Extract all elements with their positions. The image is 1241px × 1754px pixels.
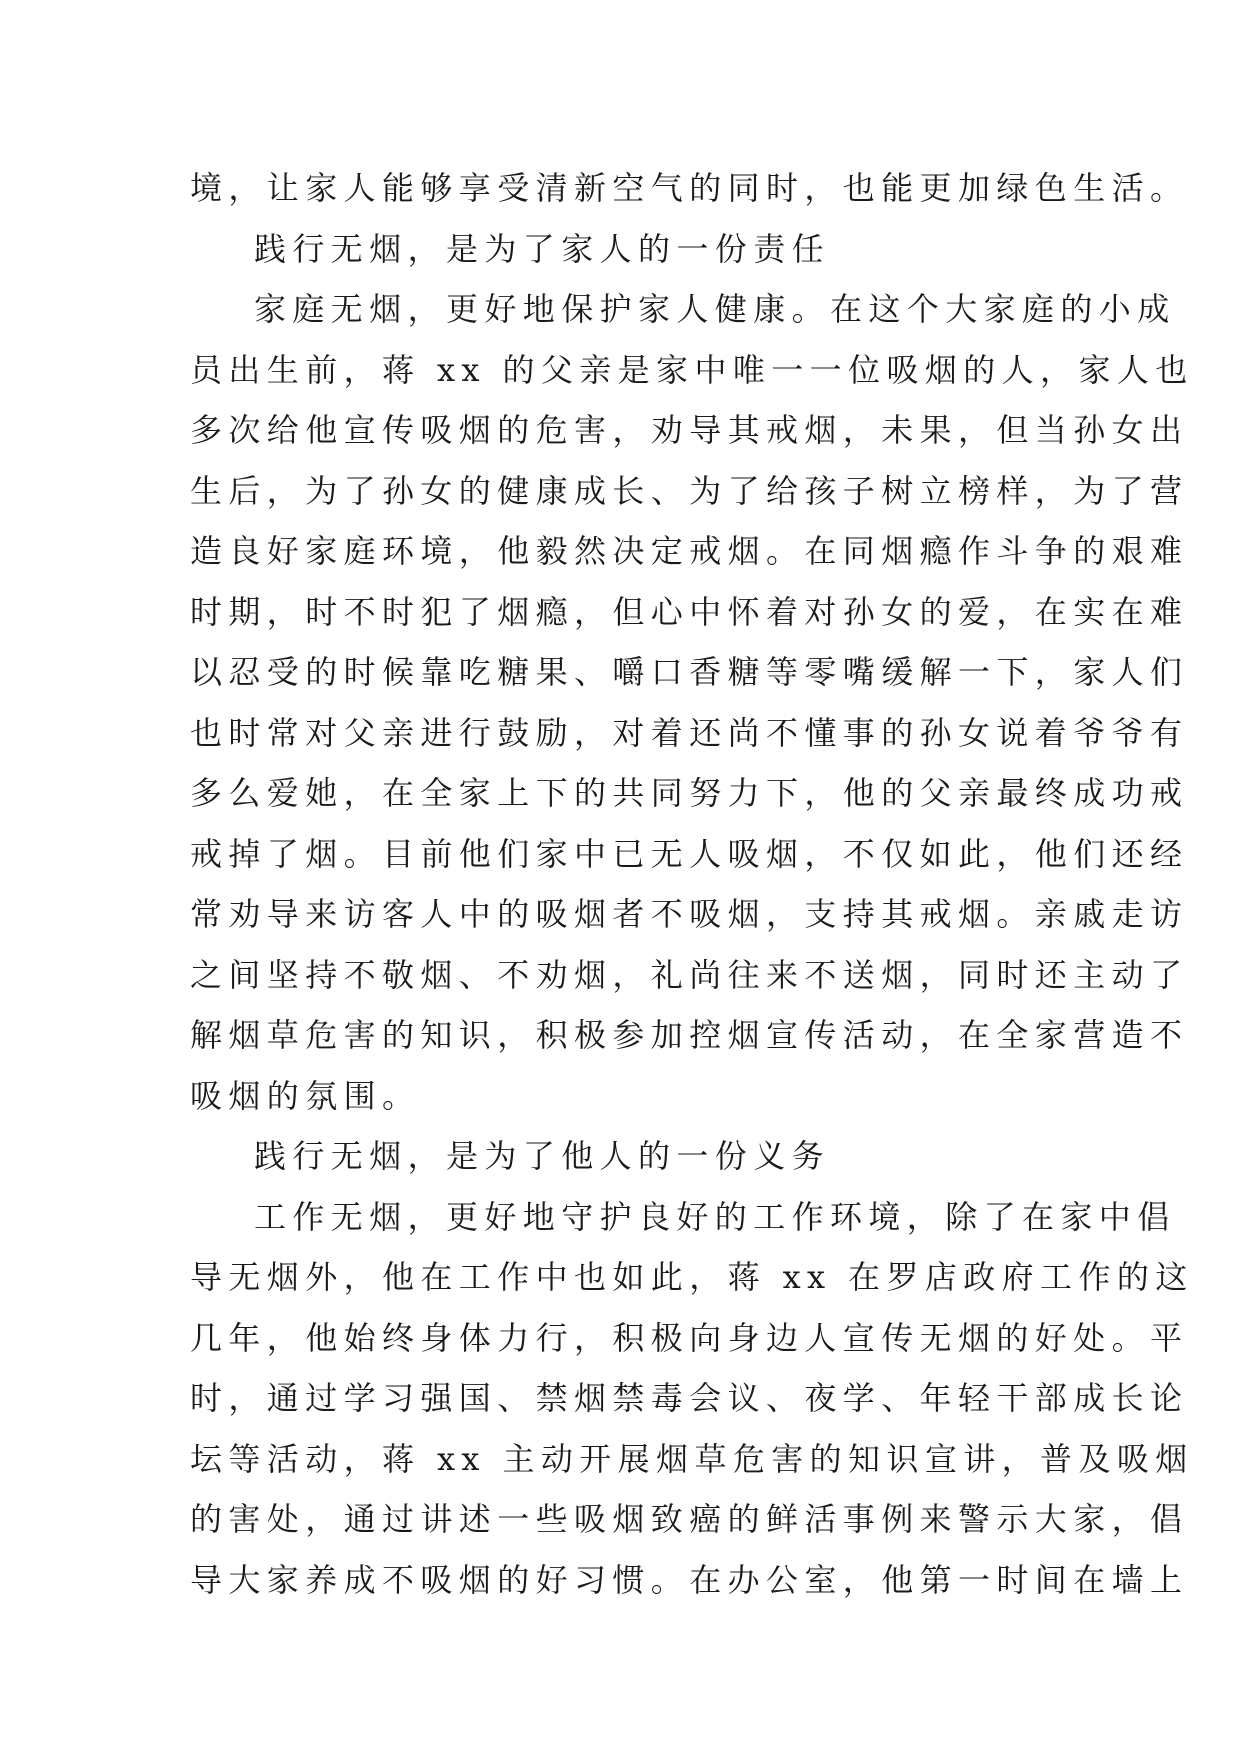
text-line: 的害处，通过讲述一些吸烟致癌的鲜活事例来警示大家，倡 — [190, 1500, 1189, 1538]
text-line: 时期，时不时犯了烟瘾，但心中怀着对孙女的爱，在实在难 — [190, 592, 1189, 631]
text-line: 戒掉了烟。目前他们家中已无人吸烟，不仅如此，他们还经 — [190, 834, 1189, 873]
text-line: 吸烟的氛围。 — [190, 1076, 421, 1115]
text-line: 以忍受的时候靠吃糖果、嚼口香糖等零嘴缓解一下，家人们 — [190, 653, 1189, 691]
text-line: 时，通过学习强国、禁烟禁毒会议、夜学、年轻干部成长论 — [190, 1379, 1189, 1417]
section-heading: 践行无烟，是为了家人的一份责任 — [254, 229, 831, 268]
text-line: 境，让家人能够享受清新空气的同时，也能更加绿色生活。 — [190, 169, 1189, 207]
text-line: 生后，为了孙女的健康成长、为了给孩子树立榜样，为了营 — [190, 471, 1189, 510]
text-line: 工作无烟，更好地守护良好的工作环境，除了在家中倡 — [254, 1197, 1176, 1236]
text-line: 导大家养成不吸烟的好习惯。在办公室，他第一时间在墙上 — [190, 1560, 1189, 1599]
text-line: 之间坚持不敬烟、不劝烟，礼尚往来不送烟，同时还主动了 — [190, 955, 1189, 994]
text-line: 造良好家庭环境，他毅然决定戒烟。在同烟瘾作斗争的艰难 — [190, 532, 1189, 570]
body-text — [190, 158, 1194, 1610]
text-line: 几年，他始终身体力行，积极向身边人宣传无烟的好处。平 — [190, 1318, 1189, 1357]
text-line: 多次给他宣传吸烟的危害，劝导其戒烟，未果，但当孙女出 — [190, 411, 1189, 449]
text-line: 也时常对父亲进行鼓励，对着还尚不懂事的孙女说着爷爷有 — [190, 713, 1189, 752]
text-line: 多么爱她，在全家上下的共同努力下，他的父亲最终成功戒 — [190, 774, 1189, 812]
text-line: 常劝导来访客人中的吸烟者不吸烟，支持其戒烟。亲戚走访 — [190, 895, 1189, 933]
text-line: 家庭无烟，更好地保护家人健康。在这个大家庭的小成 — [254, 290, 1176, 328]
text-line: 导无烟外，他在工作中也如此，蒋 xx 在罗店政府工作的这 — [190, 1258, 1194, 1296]
text-line: 坛等活动，蒋 xx 主动开展烟草危害的知识宣讲，普及吸烟 — [190, 1439, 1194, 1478]
text-line: 解烟草危害的知识，积极参加控烟宣传活动，在全家营造不 — [190, 1016, 1189, 1054]
text-line: 员出生前，蒋 xx 的父亲是家中唯一一位吸烟的人，家人也 — [190, 350, 1194, 389]
section-heading: 践行无烟，是为了他人的一份义务 — [254, 1137, 831, 1175]
